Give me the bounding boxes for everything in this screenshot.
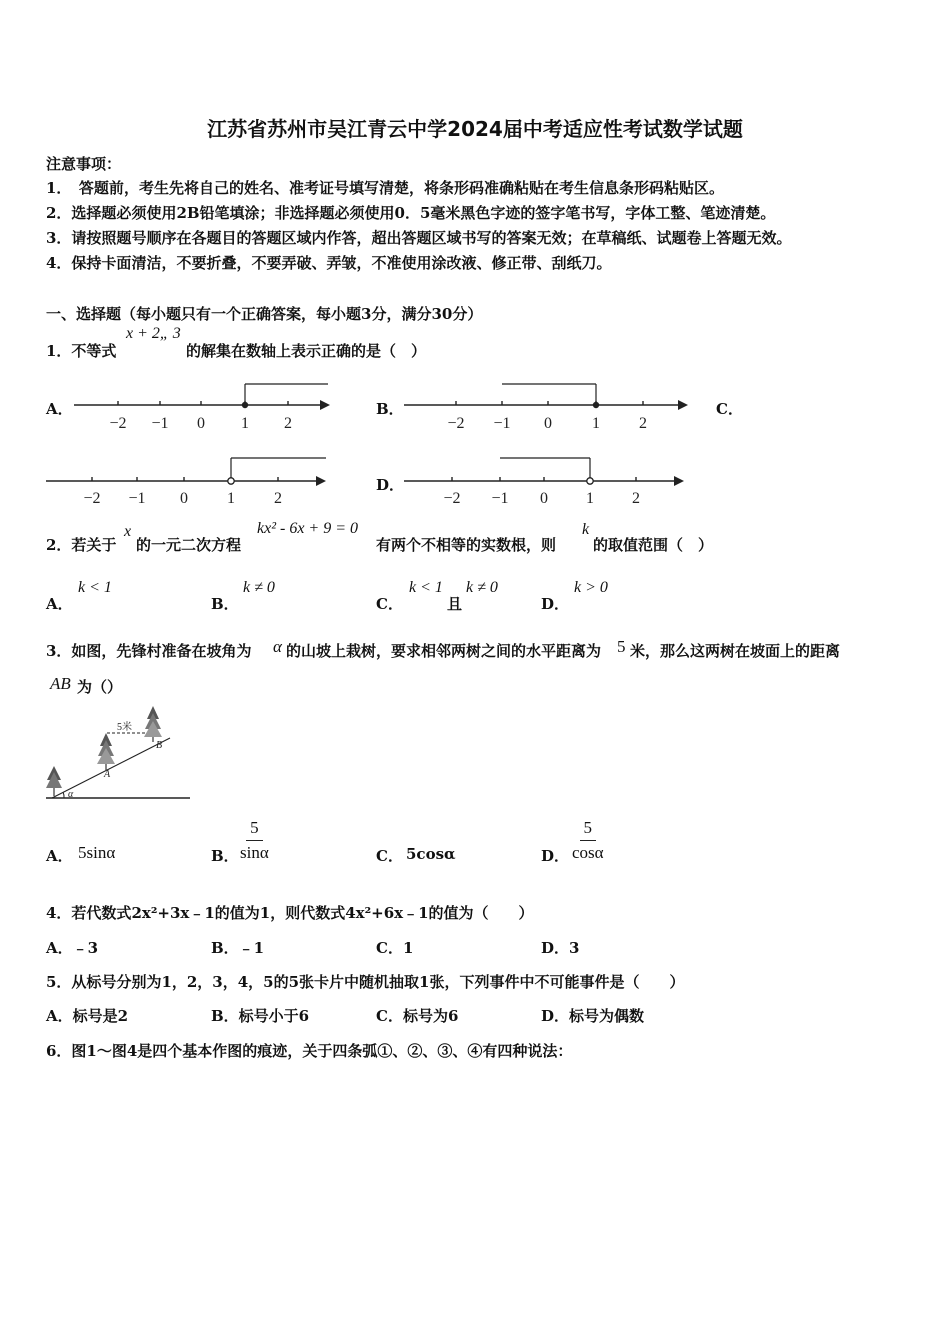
tick-label: 2 (284, 415, 292, 432)
tick-label: −1 (491, 490, 509, 507)
section-heading: 一、选择题（每小题只有一个正确答案，每小题3分，满分30分） (46, 305, 483, 323)
page-title: 江苏省苏州市吴江青云中学2024届中考适应性考试数学试题 (207, 117, 743, 141)
tick-label: 0 (180, 490, 188, 507)
tree-icon (97, 733, 115, 770)
q2-mid: 的一元二次方程 (136, 536, 242, 554)
q2-option-d-label: D． (541, 595, 570, 613)
q2-option-a-label: A． (46, 595, 73, 613)
q3-five: 5 (617, 637, 626, 656)
q2-suffix-a: 有两个不相等的实数根，则 (376, 536, 557, 554)
tick-label: 1 (586, 490, 594, 507)
fraction-denominator: cosα (572, 843, 604, 862)
q4-option-a: A．﹣3 (46, 939, 99, 957)
q1-prefix: 1．不等式 (46, 342, 117, 360)
q3-option-d-fraction (572, 818, 604, 863)
tick-label: 1 (241, 415, 249, 432)
point-b-label: B (156, 740, 163, 751)
q1-option-b-label: B． (376, 400, 404, 418)
q5-option-c: C．标号为6 (376, 1007, 459, 1025)
notice-item-4: 4．保持卡面清洁，不要折叠，不要弄破、弄皱，不准使用涂改液、修正带、刮纸刀。 (46, 254, 612, 272)
point-a-label: A (104, 769, 111, 780)
q3-option-a-label: A． (46, 847, 73, 865)
q3-option-a-text: 5sinα (78, 843, 116, 862)
number-line-c (42, 455, 332, 515)
q3-line2: 为（） (77, 678, 123, 696)
q2-option-d-text: k > 0 (574, 579, 608, 596)
q3-option-b-label: B． (211, 847, 239, 865)
q3-ab: AB (50, 674, 71, 693)
q3-line1-c: 米，那么这两树在坡面上的距离 (630, 642, 841, 660)
tick-label: 0 (540, 490, 548, 507)
tick-label: −2 (83, 490, 101, 507)
q6-text: 6．图1～图4是四个基本作图的痕迹，关于四条弧①、②、③、④有四种说法： (46, 1042, 573, 1060)
notice-item-1: 1． 答题前，考生先将自己的姓名、准考证号填写清楚，将条形码准确粘贴在考生信息条形码粘贴区。 (46, 179, 724, 197)
q2-suffix-b: 的取值范围（ ） (593, 536, 714, 554)
q2-option-a-text: k < 1 (78, 579, 112, 596)
q2-option-c-text-a: k < 1 (409, 579, 443, 596)
tree-icon (46, 766, 62, 796)
q2-option-c-text-b: k ≠ 0 (466, 579, 498, 596)
q4-text: 4．若代数式2x²+3x﹣1的值为1，则代数式4x²+6x﹣1的值为（ ） (46, 904, 534, 922)
q3-option-c-label: C． (376, 847, 403, 865)
figure-distance-label: 5米 (117, 722, 132, 733)
q4-option-c: C．1 (376, 939, 414, 957)
q2-prefix: 2．若关于 (46, 536, 117, 554)
tick-label: 1 (227, 490, 235, 507)
q5-option-b: B．标号小于6 (211, 1007, 310, 1025)
q1-option-d-label: D． (376, 476, 405, 494)
q2-var-x: x (124, 523, 132, 540)
notice-item-3: 3．请按照题号顺序在各题目的答题区域内作答，超出答题区域书写的答案无效；在草稿纸、试题卷上答题无效。 (46, 229, 792, 247)
q5-option-d: D．标号为偶数 (541, 1007, 645, 1025)
q2-option-c-label: C． (376, 595, 403, 613)
number-line-b (400, 378, 695, 438)
q5-text: 5．从标号分别为1，2，3，4，5的5张卡片中随机抽取1张，下列事件中不可能事件是（ ） (46, 973, 685, 991)
number-line-d (400, 455, 690, 515)
tick-label: −1 (493, 415, 511, 432)
q3-line1-a: 3．如图，先锋村准备在坡角为 (46, 642, 252, 660)
q1-expression: x + 2„ 3 (126, 325, 181, 342)
q2-equation: kx² - 6x + 9 = 0 (257, 520, 359, 537)
q2-option-b-label: B． (211, 595, 239, 613)
q4-option-d: D．3 (541, 939, 580, 957)
angle-label: α (68, 789, 74, 800)
q3-alpha: α (273, 637, 282, 656)
tick-label: 2 (632, 490, 640, 507)
q4-option-b: B．﹣1 (211, 939, 265, 957)
tick-label: −2 (443, 490, 461, 507)
q3-option-d-label: D． (541, 847, 570, 865)
tick-label: −2 (447, 415, 465, 432)
tick-label: −1 (128, 490, 146, 507)
number-line-a (70, 378, 335, 438)
fraction-numerator: 5 (246, 818, 263, 841)
q1-suffix: 的解集在数轴上表示正确的是（ ） (186, 342, 427, 360)
notice-heading: 注意事项： (46, 155, 122, 173)
q3-option-c-text: 5cosα (406, 845, 456, 863)
q3-line1-b: 的山坡上栽树，要求相邻两树之间的水平距离为 (286, 642, 602, 660)
tick-label: 1 (592, 415, 600, 432)
q2-option-b-text: k ≠ 0 (243, 579, 275, 596)
notice-item-2: 2．选择题必须使用2B铅笔填涂；非选择题必须使用0．5毫米黑色字迹的签字笔书写，字体工整、笔迹清楚。 (46, 204, 776, 222)
tick-label: 2 (639, 415, 647, 432)
q2-var-k: k (582, 521, 590, 538)
tick-label: 0 (544, 415, 552, 432)
fraction-denominator: sinα (240, 843, 269, 862)
q3-option-b-fraction (240, 818, 269, 863)
slope-figure (40, 700, 200, 805)
tree-icon (144, 706, 162, 742)
q5-option-a: A．标号是2 (46, 1007, 129, 1025)
tick-label: −1 (151, 415, 169, 432)
q2-option-c-joiner: 且 (447, 595, 463, 613)
q1-option-a-label: A． (46, 400, 73, 418)
q1-option-c-label: C． (716, 400, 743, 418)
tick-label: −2 (109, 415, 127, 432)
fraction-numerator: 5 (580, 818, 597, 841)
tick-label: 2 (274, 490, 282, 507)
tick-label: 0 (197, 415, 205, 432)
